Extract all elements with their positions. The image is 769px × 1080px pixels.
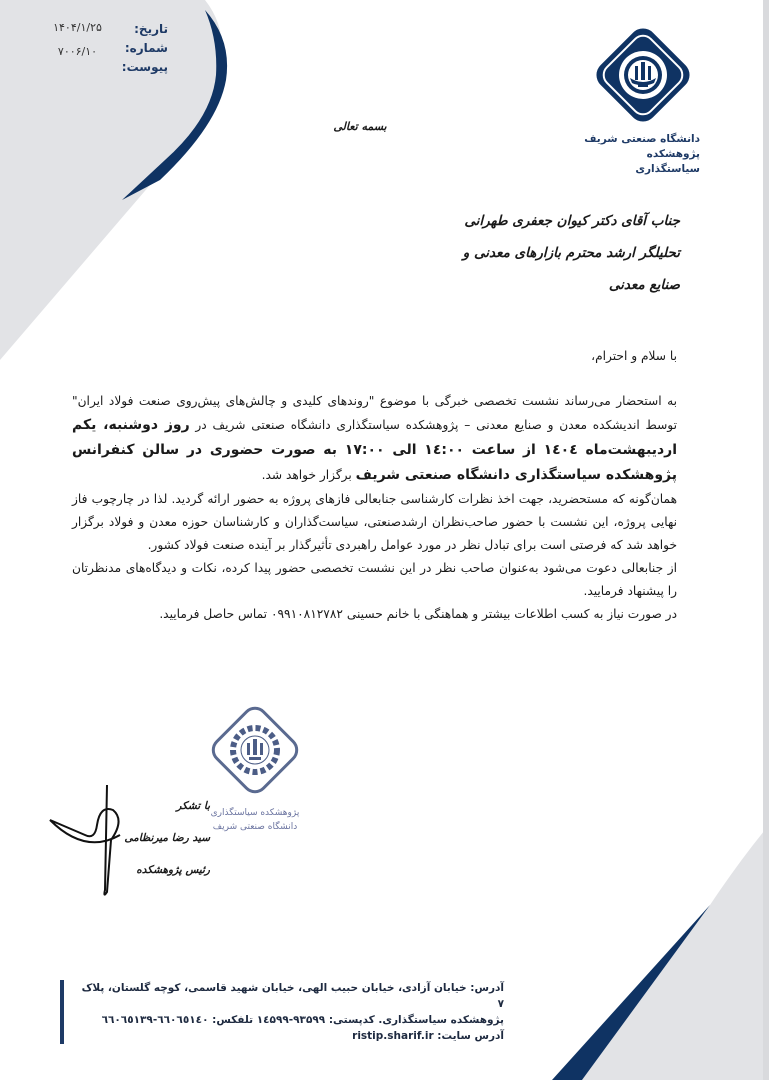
institute-stamp-icon xyxy=(200,705,310,840)
bismillah: بسمه تعالی xyxy=(333,120,387,133)
paragraph-4: در صورت نیاز به کسب اطلاعات بیشتر و هماهنگی با خانم حسینی ۰۹۹۱۰۸۱۲۷۸۲ تماس حاصل فرمایید. xyxy=(159,607,677,621)
logo-university: دانشگاه صنعتی شریف xyxy=(584,133,700,145)
recipient-name: جناب آقای دکتر کیوان جعفری طهرانی xyxy=(464,213,680,229)
paragraph-1 xyxy=(72,390,677,488)
footer-address xyxy=(60,980,504,1044)
signature-thanks: با تشکر xyxy=(176,800,210,812)
recipient-title: تحلیلگر ارشد محترم بازارهای معدنی و صنایع معدنی xyxy=(462,245,680,293)
greeting: با سلام و احترام، xyxy=(591,349,677,363)
signatory-name: سید رضا میرنظامی xyxy=(124,832,210,844)
footer-address-line: آدرس: خیابان آزادی، خیابان حبیب الهی، خیابان شهید قاسمی، کوچه گلستان، پلاک ۷ xyxy=(81,982,504,1010)
website-label: آدرس سایت: xyxy=(433,1030,504,1042)
number-label: شماره: xyxy=(124,41,168,55)
footer-contact-line: پژوهشکده سیاستگذاری. کدپستی: ۹۳۵۹۹-۱٤۵۹۹ تلفکس: ٦٦۰٦٥۱٤۰-٦٦۰٦٥۱۳۹ xyxy=(101,1014,504,1026)
paragraph-1-intro: به استحضار می‌رساند نشست تخصصی خبرگی با موضوع "روندهای کلیدی و چالش‌های پیش‌روی صنعت فولاد ایران" توسط اندیشکده معدن و صنایع معدنی – پژوهشکده سیاستگذاری دانشگاه صنعتی شریف در xyxy=(72,394,677,432)
recipient xyxy=(430,205,680,301)
stamp-line-2: دانشگاه صنعتی شریف xyxy=(212,822,298,832)
signatory-title: رئیس پژوهشکده xyxy=(136,864,210,876)
page-edge xyxy=(763,0,769,1080)
paragraph-2: همان‌گونه که مستحضرید، جهت اخذ نظرات کارشناسی جنابعالی فازهای پروژه به حضور ارائه گردید. لذا در چارچوب فاز نهایی پروژه، این نشست با حضور صاحب‌نظران ارشدصنعتی، سیاست‌گذاران و کارشناسان حوزه معدن و فولاد برگزار خواهد شد که فرصتی است برای تبادل نظر در مورد عوامل راهبردی تأثیرگذار بر آینده صنعت فولاد کشور. xyxy=(72,492,677,552)
website-link[interactable]: ristip.sharif.ir xyxy=(352,1030,434,1042)
meta-values xyxy=(40,16,115,64)
attachment-label: پیوست: xyxy=(121,60,168,74)
event-details: روز دوشنبه، یکم اردیبهشت‌ماه ۱٤۰٤ از ساعت ۱٤:۰۰ الی ۱۷:۰۰ به صورت حضوری در سالن کنفرانس پژوهشکده سیاستگذاری دانشگاه صنعتی شریف xyxy=(72,417,678,483)
number-value: ۷۰۰۶/۱۰ xyxy=(57,45,98,58)
date-label: تاریخ: xyxy=(134,22,168,36)
logo-text xyxy=(580,132,700,177)
bottom-right-gray-shape xyxy=(582,825,769,1080)
signature-block xyxy=(120,790,210,886)
paragraph-1-tail: برگزار خواهد شد. xyxy=(261,468,356,482)
logo-institute: پژوهشکده سیاستگذاری xyxy=(635,148,700,175)
footer-website-line xyxy=(74,1028,504,1044)
paragraph-3: از جنابعالی دعوت می‌شود به‌عنوان صاحب نظر در این نشست تخصصی حضور پیدا کرده، نکات و دیدگاه‌های مدنظرتان را پیشنهاد فرمایید. xyxy=(72,561,677,598)
stamp-line-1: پژوهشکده سیاستگذاری xyxy=(210,808,300,818)
meta-labels xyxy=(118,20,168,77)
date-value: ۱۴۰۴/۱/۲۵ xyxy=(53,21,102,34)
letter-body xyxy=(72,345,677,626)
